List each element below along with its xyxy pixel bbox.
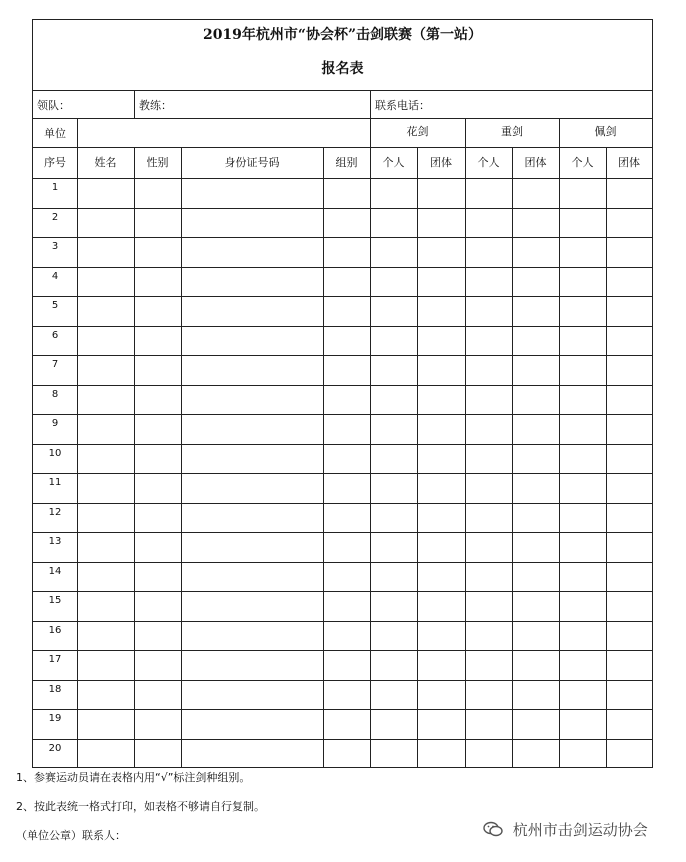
grid-line — [370, 147, 371, 767]
brand-name: 杭州市击剑运动协会 — [512, 821, 648, 839]
grid-line — [134, 147, 135, 767]
row-number: 4 — [51, 270, 59, 282]
grid-line — [512, 147, 513, 767]
grid-line — [417, 147, 418, 767]
row-number: 18 — [48, 683, 62, 695]
row-number: 20 — [48, 742, 62, 754]
row-number: 9 — [51, 418, 59, 429]
row-number: 16 — [48, 624, 62, 636]
column-header: 组别 — [335, 156, 358, 169]
grid-line — [33, 90, 652, 91]
grid-line — [606, 147, 607, 767]
column-header: 性别 — [146, 156, 169, 169]
grid-line — [181, 147, 182, 767]
weapon-foil: 花剑 — [406, 125, 429, 138]
leader-label: 领队： — [37, 99, 70, 112]
grid-line — [465, 147, 466, 767]
row-number: 14 — [48, 565, 62, 577]
row-number: 11 — [48, 477, 62, 488]
column-header: 序号 — [44, 156, 66, 169]
row-number: 5 — [51, 300, 59, 311]
column-header: 姓名 — [94, 156, 117, 169]
brand-watermark — [483, 819, 648, 840]
weapon-epee: 重剑 — [501, 125, 523, 138]
form-subtitle: 报名表 — [321, 61, 364, 77]
grid-line — [77, 118, 78, 147]
row-number: 7 — [51, 359, 59, 370]
row-number: 1 — [51, 182, 59, 193]
column-header: 个人 — [382, 156, 405, 169]
unit-label: 单位 — [44, 127, 66, 140]
row-number: 2 — [51, 211, 59, 223]
title-block — [33, 20, 652, 90]
grid-line — [559, 147, 560, 767]
row-number: 6 — [51, 329, 59, 341]
weapon-sabre: 佩剑 — [594, 125, 617, 138]
note-3: （单位公章）联系人： — [16, 829, 126, 842]
phone-label: 联系电话： — [375, 99, 430, 112]
registration-form — [32, 19, 653, 768]
row-number: 10 — [48, 447, 62, 459]
row-number: 12 — [48, 506, 62, 518]
column-header: 团体 — [524, 156, 547, 169]
row-number: 17 — [48, 654, 62, 665]
note-2: 2、按此表统一格式打印，如表格不够请自行复制。 — [16, 800, 265, 813]
column-header: 团体 — [618, 156, 640, 169]
grid-line — [77, 147, 78, 767]
column-header: 个人 — [477, 156, 500, 169]
row-number: 13 — [48, 536, 62, 547]
column-header: 团体 — [430, 156, 452, 169]
row-number: 3 — [51, 241, 59, 252]
form-title: 2019年杭州市“协会杯”击剑联赛（第一站） — [202, 27, 483, 43]
column-header: 个人 — [571, 156, 594, 169]
coach-label: 教练： — [139, 99, 172, 112]
row-number: 19 — [48, 713, 62, 724]
grid-line — [134, 90, 135, 118]
wechat-icon — [483, 821, 503, 837]
column-header: 身份证号码 — [224, 156, 280, 169]
note-1: 1、参赛运动员请在表格内用“√”标注剑种组别。 — [16, 771, 251, 784]
grid-line — [323, 147, 324, 767]
grid-line — [370, 90, 371, 118]
row-number: 15 — [48, 595, 62, 606]
row-number: 8 — [51, 388, 59, 400]
